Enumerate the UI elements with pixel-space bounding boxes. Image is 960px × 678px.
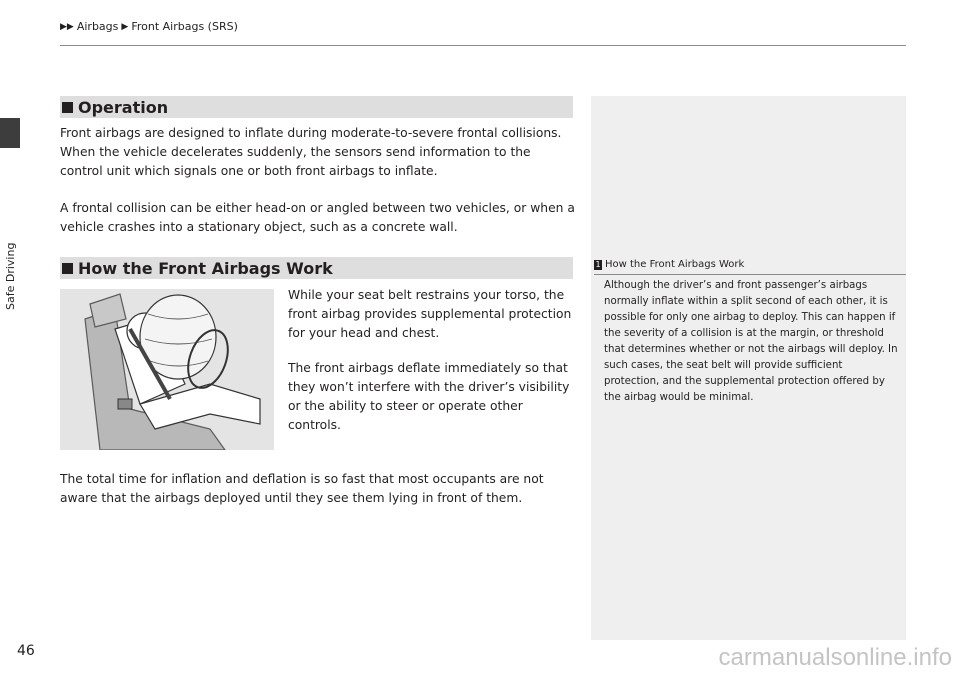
note-number-badge: 1 <box>595 259 601 269</box>
section-operation-title: Operation <box>78 97 169 117</box>
arrow-right-icon: ▶▶ <box>60 21 74 32</box>
breadcrumb <box>60 20 238 33</box>
note-heading <box>594 259 904 270</box>
section-how-title: How the Front Airbags Work <box>78 258 333 278</box>
how-paragraph-1: While your seat belt restrains your torso, the front airbag provides supplemental protection for your head and chest. <box>288 288 572 340</box>
square-bullet-icon <box>62 102 73 113</box>
operation-paragraph-2: A frontal collision can be either head-on or angled between two vehicles, or when a vehicle crashes into a stationary object, such as a concrete wall. <box>60 201 575 234</box>
arrow-right-icon: ▶ <box>121 21 129 32</box>
section-tab <box>0 118 20 148</box>
section-operation-heading <box>60 96 573 118</box>
driver-airbag-figure <box>60 289 274 450</box>
how-paragraph-2: The front airbags deflate immediately so that they won’t interfere with the driver’s visibility or the ability to steer or operate other controls. <box>288 361 570 432</box>
note-body: Although the driver’s and front passenger’s airbags normally inflate within a split second of each other, it is possible for only one airbag to deploy. This can happen if the severity of a collision is at the margin, or threshold that determines whether or not the airbags will deploy. In such cases, the seat belt will provide sufficient protection, and the supplemental protection offered by the airbag would be minimal. <box>604 280 898 403</box>
note-title: How the Front Airbags Work <box>605 259 745 270</box>
operation-paragraph-1: Front airbags are designed to inflate during moderate-to-severe frontal collisions. When the vehicle decelerates suddenly, the sensors send information to the control unit which signals one or both front airbags to inflate. <box>60 126 562 178</box>
square-bullet-icon <box>62 263 73 274</box>
note-rule <box>594 274 906 275</box>
section-how-heading <box>60 257 573 279</box>
page-number: 46 <box>17 643 35 659</box>
watermark: carmanualsonline.info <box>718 644 952 671</box>
breadcrumb-front-airbags[interactable]: Front Airbags (SRS) <box>131 20 238 33</box>
breadcrumb-airbags[interactable]: Airbags <box>76 20 119 33</box>
how-paragraph-3: The total time for inflation and deflation is so fast that most occupants are not aware that the airbags deployed until they see them lying in front of them. <box>60 472 544 505</box>
header-rule <box>60 45 906 46</box>
section-side-label: Safe Driving <box>4 242 17 310</box>
airbag-illustration <box>60 289 274 450</box>
